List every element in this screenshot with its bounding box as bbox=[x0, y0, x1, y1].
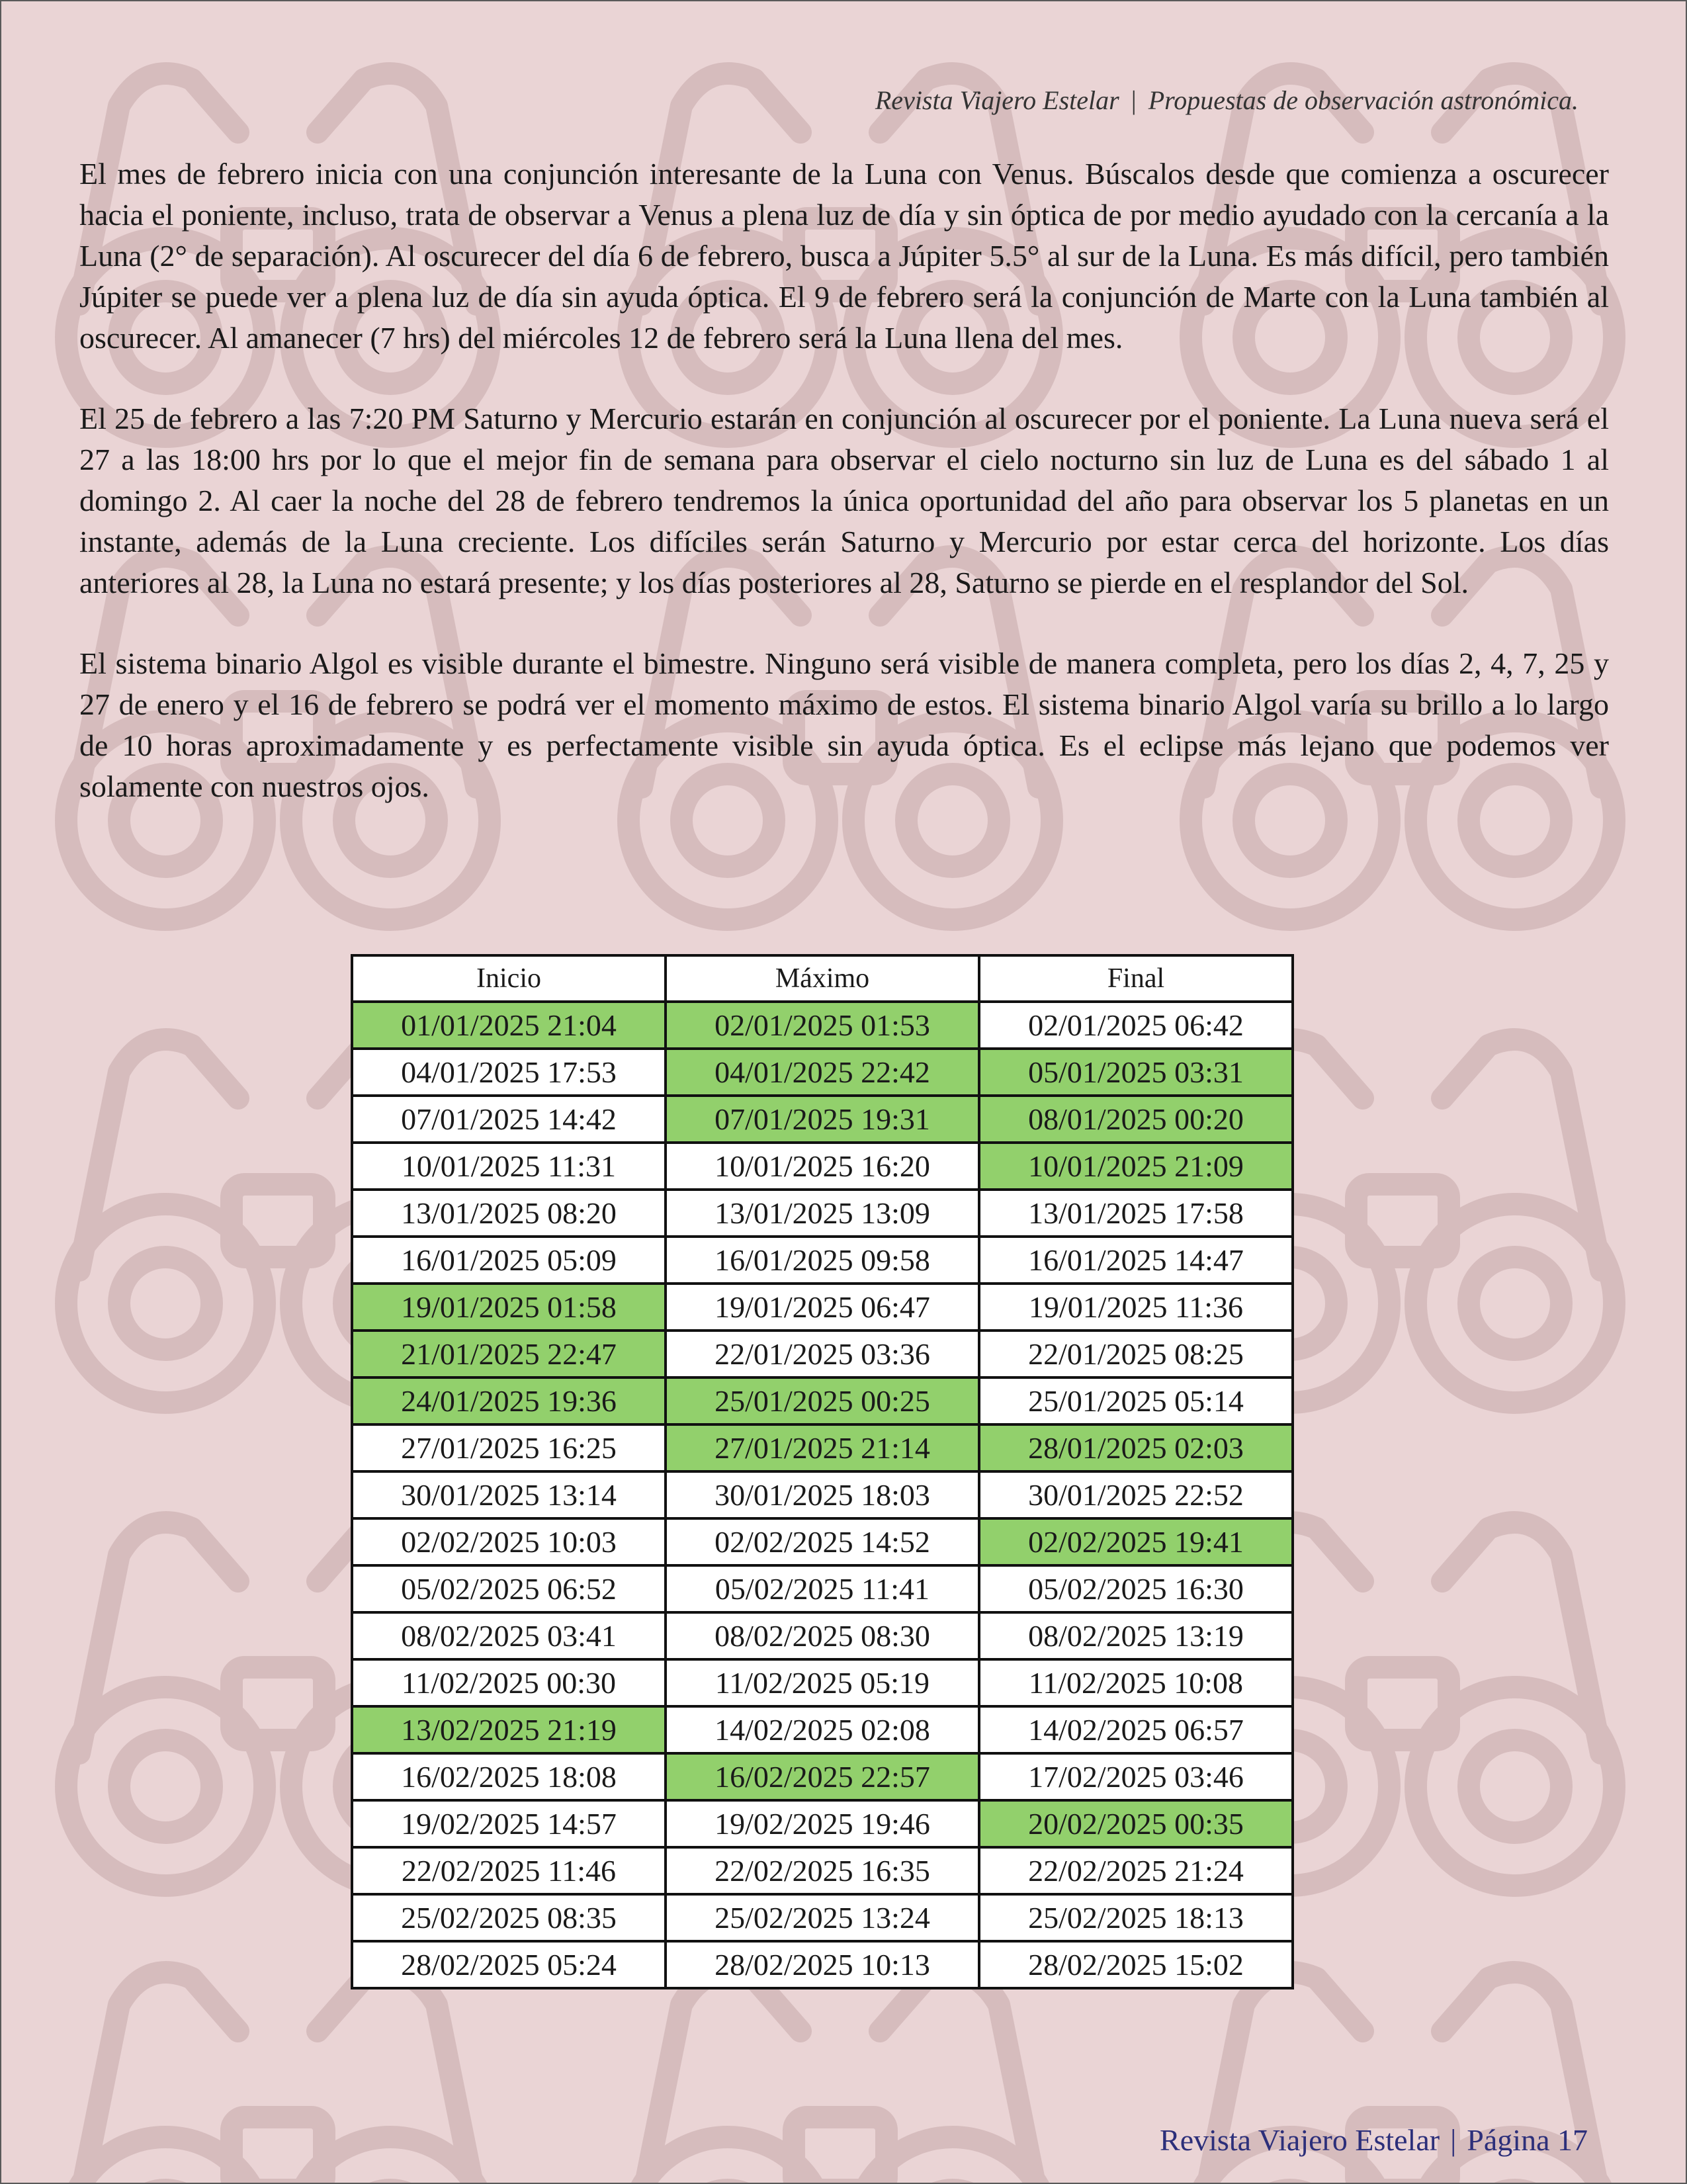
cell-final: 05/01/2025 03:31 bbox=[979, 1049, 1293, 1096]
cell-inicio: 10/01/2025 11:31 bbox=[352, 1143, 666, 1190]
cell-inicio: 24/01/2025 19:36 bbox=[352, 1377, 666, 1424]
cell-inicio: 13/01/2025 08:20 bbox=[352, 1190, 666, 1237]
cell-maximo: 27/01/2025 21:14 bbox=[666, 1424, 979, 1471]
column-header-inicio: Inicio bbox=[352, 955, 666, 1002]
cell-final: 13/01/2025 17:58 bbox=[979, 1190, 1293, 1237]
table-row bbox=[352, 1800, 1293, 1847]
cell-final: 30/01/2025 22:52 bbox=[979, 1471, 1293, 1518]
cell-maximo: 25/01/2025 00:25 bbox=[666, 1377, 979, 1424]
column-header-final: Final bbox=[979, 955, 1293, 1002]
cell-inicio: 28/02/2025 05:24 bbox=[352, 1941, 666, 1988]
column-header-maximo: Máximo bbox=[666, 955, 979, 1002]
cell-inicio: 01/01/2025 21:04 bbox=[352, 1002, 666, 1049]
cell-maximo: 19/02/2025 19:46 bbox=[666, 1800, 979, 1847]
table-row bbox=[352, 1424, 1293, 1471]
article-body bbox=[79, 153, 1609, 847]
cell-inicio: 16/01/2025 05:09 bbox=[352, 1237, 666, 1284]
header-section-title: Propuestas de observación astronómica. bbox=[1148, 85, 1579, 115]
cell-final: 05/02/2025 16:30 bbox=[979, 1565, 1293, 1612]
page-footer bbox=[1160, 2122, 1588, 2158]
footer-magazine-name: Revista Viajero Estelar bbox=[1160, 2123, 1440, 2157]
cell-final: 10/01/2025 21:09 bbox=[979, 1143, 1293, 1190]
cell-final: 28/01/2025 02:03 bbox=[979, 1424, 1293, 1471]
cell-maximo: 30/01/2025 18:03 bbox=[666, 1471, 979, 1518]
cell-final: 20/02/2025 00:35 bbox=[979, 1800, 1293, 1847]
cell-inicio: 08/02/2025 03:41 bbox=[352, 1612, 666, 1659]
cell-inicio: 16/02/2025 18:08 bbox=[352, 1753, 666, 1800]
cell-inicio: 02/02/2025 10:03 bbox=[352, 1518, 666, 1565]
cell-final: 28/02/2025 15:02 bbox=[979, 1941, 1293, 1988]
header-separator: | bbox=[1131, 85, 1137, 115]
cell-final: 14/02/2025 06:57 bbox=[979, 1706, 1293, 1753]
table-row bbox=[352, 1284, 1293, 1331]
cell-maximo: 04/01/2025 22:42 bbox=[666, 1049, 979, 1096]
cell-final: 25/01/2025 05:14 bbox=[979, 1377, 1293, 1424]
cell-maximo: 02/01/2025 01:53 bbox=[666, 1002, 979, 1049]
cell-inicio: 19/02/2025 14:57 bbox=[352, 1800, 666, 1847]
cell-maximo: 02/02/2025 14:52 bbox=[666, 1518, 979, 1565]
cell-maximo: 16/02/2025 22:57 bbox=[666, 1753, 979, 1800]
paragraph-algol: El sistema binario Algol es visible durante el bimestre. Ninguno será visible de manera completa, pero los días 2, 4, 7, 25 y 27 de enero y el 16 de febrero se podrá ver el momento máximo de estos. El sistema binario Algol varía su brillo a lo largo de 10 horas aproximadamente y es perfectamente visible sin ayuda óptica. Es el eclipse más lejano que podemos ver solamente con nuestros ojos. bbox=[79, 646, 1609, 803]
cell-maximo: 22/01/2025 03:36 bbox=[666, 1331, 979, 1377]
table-row bbox=[352, 1143, 1293, 1190]
cell-inicio: 22/02/2025 11:46 bbox=[352, 1847, 666, 1894]
cell-maximo: 13/01/2025 13:09 bbox=[666, 1190, 979, 1237]
table-row bbox=[352, 1847, 1293, 1894]
cell-maximo: 10/01/2025 16:20 bbox=[666, 1143, 979, 1190]
table-row bbox=[352, 1565, 1293, 1612]
table-body bbox=[352, 1002, 1293, 1988]
cell-maximo: 08/02/2025 08:30 bbox=[666, 1612, 979, 1659]
table-row bbox=[352, 1237, 1293, 1284]
table-row bbox=[352, 1377, 1293, 1424]
cell-final: 08/01/2025 00:20 bbox=[979, 1096, 1293, 1143]
cell-inicio: 19/01/2025 01:58 bbox=[352, 1284, 666, 1331]
cell-maximo: 22/02/2025 16:35 bbox=[666, 1847, 979, 1894]
table-row bbox=[352, 1894, 1293, 1941]
cell-inicio: 27/01/2025 16:25 bbox=[352, 1424, 666, 1471]
cell-inicio: 04/01/2025 17:53 bbox=[352, 1049, 666, 1096]
cell-maximo: 19/01/2025 06:47 bbox=[666, 1284, 979, 1331]
cell-maximo: 16/01/2025 09:58 bbox=[666, 1237, 979, 1284]
footer-separator: | bbox=[1450, 2123, 1457, 2157]
cell-final: 02/02/2025 19:41 bbox=[979, 1518, 1293, 1565]
table-row bbox=[352, 1659, 1293, 1706]
cell-maximo: 07/01/2025 19:31 bbox=[666, 1096, 979, 1143]
cell-maximo: 25/02/2025 13:24 bbox=[666, 1894, 979, 1941]
table-row bbox=[352, 1190, 1293, 1237]
cell-final: 16/01/2025 14:47 bbox=[979, 1237, 1293, 1284]
table-row bbox=[352, 1331, 1293, 1377]
cell-inicio: 11/02/2025 00:30 bbox=[352, 1659, 666, 1706]
cell-final: 22/02/2025 21:24 bbox=[979, 1847, 1293, 1894]
cell-inicio: 21/01/2025 22:47 bbox=[352, 1331, 666, 1377]
cell-maximo: 11/02/2025 05:19 bbox=[666, 1659, 979, 1706]
cell-final: 25/02/2025 18:13 bbox=[979, 1894, 1293, 1941]
cell-inicio: 25/02/2025 08:35 bbox=[352, 1894, 666, 1941]
table-row bbox=[352, 1002, 1293, 1049]
cell-maximo: 28/02/2025 10:13 bbox=[666, 1941, 979, 1988]
cell-final: 11/02/2025 10:08 bbox=[979, 1659, 1293, 1706]
header-magazine-name: Revista Viajero Estelar bbox=[875, 85, 1119, 115]
paragraph-february-conjunctions: El mes de febrero inicia con una conjunción interesante de la Luna con Venus. Búscalos desde que comienza a oscurecer hacia el poniente, incluso, trata de observar a Venus a plena luz de día y sin óptica de por medio ayudado con la cercanía a la Luna (2° de separación). Al oscurecer del día 6 de febrero, busca a Júpiter 5.5° al sur de la Luna. Es más difícil, pero también Júpiter se puede ver a plena luz de día sin ayuda óptica. El 9 de febrero será la conjunción de Marte con la Luna también al oscurecer. Al amanecer (7 hrs) del miércoles 12 de febrero será la Luna llena del mes. bbox=[79, 157, 1609, 355]
cell-final: 02/01/2025 06:42 bbox=[979, 1002, 1293, 1049]
table-row bbox=[352, 1471, 1293, 1518]
paragraph-planets-alignment: El 25 de febrero a las 7:20 PM Saturno y Mercurio estarán en conjunción al oscurecer por el poniente. La Luna nueva será el 27 a las 18:00 hrs por lo que el mejor fin de semana para observar el cielo nocturno sin luz de Luna es del sábado 1 al domingo 2. Al caer la noche del 28 de febrero tendremos la única oportunidad del año para observar los 5 planetas en un instante, además de la Luna creciente. Los difíciles serán Saturno y Mercurio por estar cerca del horizonte. Los días anteriores al 28, la Luna no estará presente; y los días posteriores al 28, Saturno se pierde en el resplandor del Sol. bbox=[79, 402, 1609, 599]
cell-inicio: 30/01/2025 13:14 bbox=[352, 1471, 666, 1518]
table-row bbox=[352, 1753, 1293, 1800]
table-row bbox=[352, 1706, 1293, 1753]
table-row bbox=[352, 1612, 1293, 1659]
cell-maximo: 14/02/2025 02:08 bbox=[666, 1706, 979, 1753]
cell-inicio: 13/02/2025 21:19 bbox=[352, 1706, 666, 1753]
table-row bbox=[352, 1049, 1293, 1096]
algol-eclipse-table bbox=[351, 954, 1294, 1989]
page-number: Página 17 bbox=[1467, 2123, 1588, 2157]
cell-final: 17/02/2025 03:46 bbox=[979, 1753, 1293, 1800]
cell-inicio: 05/02/2025 06:52 bbox=[352, 1565, 666, 1612]
cell-final: 19/01/2025 11:36 bbox=[979, 1284, 1293, 1331]
cell-final: 22/01/2025 08:25 bbox=[979, 1331, 1293, 1377]
table-row bbox=[352, 1518, 1293, 1565]
cell-inicio: 07/01/2025 14:42 bbox=[352, 1096, 666, 1143]
cell-maximo: 05/02/2025 11:41 bbox=[666, 1565, 979, 1612]
table-row bbox=[352, 1941, 1293, 1988]
table-header-row bbox=[352, 955, 1293, 1002]
table-row bbox=[352, 1096, 1293, 1143]
running-header bbox=[875, 85, 1579, 116]
cell-final: 08/02/2025 13:19 bbox=[979, 1612, 1293, 1659]
